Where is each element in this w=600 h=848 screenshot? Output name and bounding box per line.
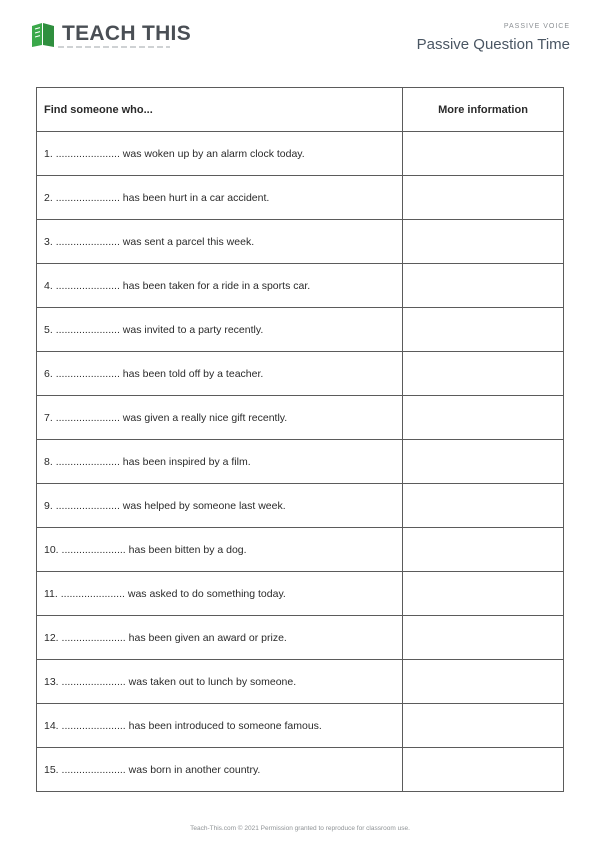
item-number: 2. [44,191,53,204]
more-information-cell[interactable] [403,132,564,176]
name-blank[interactable]: ...................... [61,675,126,688]
name-blank[interactable]: ...................... [55,411,120,424]
name-blank[interactable]: ...................... [60,587,125,600]
prompt-cell [37,572,403,616]
prompt-cell [37,220,403,264]
name-blank[interactable]: ...................... [55,455,120,468]
item-number: 12. [44,631,59,644]
prompt-text: has been taken for a ride in a sports car. [122,279,311,292]
prompt-text: has been told off by a teacher. [122,367,264,380]
copyright-footer: Teach-This.com © 2021 Permission granted to reproduce for classroom use. [190,825,410,832]
more-information-cell[interactable] [403,572,564,616]
find-someone-header: Find someone who... [37,88,403,132]
more-information-cell[interactable] [403,352,564,396]
topic-label: PASSIVE VOICE [503,23,570,30]
prompt-text: was sent a parcel this week. [122,235,255,248]
prompt-text: was woken up by an alarm clock today. [122,147,305,160]
name-blank[interactable]: ...................... [61,543,126,556]
item-number: 15. [44,763,59,776]
item-number: 8. [44,455,53,468]
table-row [37,176,564,220]
table-row [37,308,564,352]
more-information-cell[interactable] [403,220,564,264]
prompt-cell [37,616,403,660]
table-row [37,616,564,660]
item-number: 1. [44,147,53,160]
item-number: 6. [44,367,53,380]
item-number: 9. [44,499,53,512]
prompt-cell [37,748,403,792]
table-row [37,352,564,396]
prompt-text: was asked to do something today. [127,587,286,600]
name-blank[interactable]: ...................... [55,191,120,204]
prompt-cell [37,264,403,308]
prompt-text: has been bitten by a dog. [128,543,247,556]
logo-text: TEACH THIS [62,22,191,45]
prompt-text: has been inspired by a film. [122,455,251,468]
table-row [37,704,564,748]
more-information-header: More information [403,88,564,132]
more-information-cell[interactable] [403,660,564,704]
more-information-cell[interactable] [403,528,564,572]
more-information-cell[interactable] [403,176,564,220]
table-row [37,264,564,308]
more-information-cell[interactable] [403,440,564,484]
prompt-cell [37,308,403,352]
name-blank[interactable]: ...................... [55,323,120,336]
item-number: 3. [44,235,53,248]
item-number: 7. [44,411,53,424]
more-information-cell[interactable] [403,704,564,748]
more-information-cell[interactable] [403,748,564,792]
name-blank[interactable]: ...................... [61,763,126,776]
item-number: 4. [44,279,53,292]
name-blank[interactable]: ...................... [55,367,120,380]
prompt-cell [37,660,403,704]
more-information-cell[interactable] [403,264,564,308]
book-logo-icon [30,20,56,48]
prompt-cell [37,396,403,440]
prompt-cell [37,176,403,220]
worksheet-title: Passive Question Time [416,36,570,53]
item-number: 10. [44,543,59,556]
prompt-text: was born in another country. [128,763,261,776]
prompt-text: was invited to a party recently. [122,323,264,336]
table-row [37,572,564,616]
prompt-cell [37,528,403,572]
more-information-cell[interactable] [403,396,564,440]
logo-tagline [58,46,170,48]
prompt-text: was helped by someone last week. [122,499,286,512]
prompt-cell [37,440,403,484]
item-number: 14. [44,719,59,732]
prompt-text: has been given an award or prize. [128,631,287,644]
item-number: 11. [44,587,58,600]
prompt-cell [37,704,403,748]
table-body [37,132,564,792]
name-blank[interactable]: ...................... [61,719,126,732]
table-header-row [37,88,564,132]
table-row [37,484,564,528]
more-information-cell[interactable] [403,616,564,660]
table-row [37,528,564,572]
prompt-text: has been introduced to someone famous. [128,719,322,732]
more-information-cell[interactable] [403,308,564,352]
table-row [37,660,564,704]
name-blank[interactable]: ...................... [55,499,120,512]
item-number: 5. [44,323,53,336]
table-row [37,220,564,264]
more-information-cell[interactable] [403,484,564,528]
name-blank[interactable]: ...................... [61,631,126,644]
teach-this-logo [30,20,191,48]
prompt-text: was taken out to lunch by someone. [128,675,297,688]
prompt-text: was given a really nice gift recently. [122,411,288,424]
name-blank[interactable]: ...................... [55,147,120,160]
table-row [37,748,564,792]
name-blank[interactable]: ...................... [55,235,120,248]
prompt-cell [37,132,403,176]
table-row [37,132,564,176]
name-blank[interactable]: ...................... [55,279,120,292]
table-row [37,440,564,484]
prompt-cell [37,352,403,396]
item-number: 13. [44,675,59,688]
table-row [37,396,564,440]
worksheet-table [36,87,564,792]
prompt-cell [37,484,403,528]
prompt-text: has been hurt in a car accident. [122,191,270,204]
